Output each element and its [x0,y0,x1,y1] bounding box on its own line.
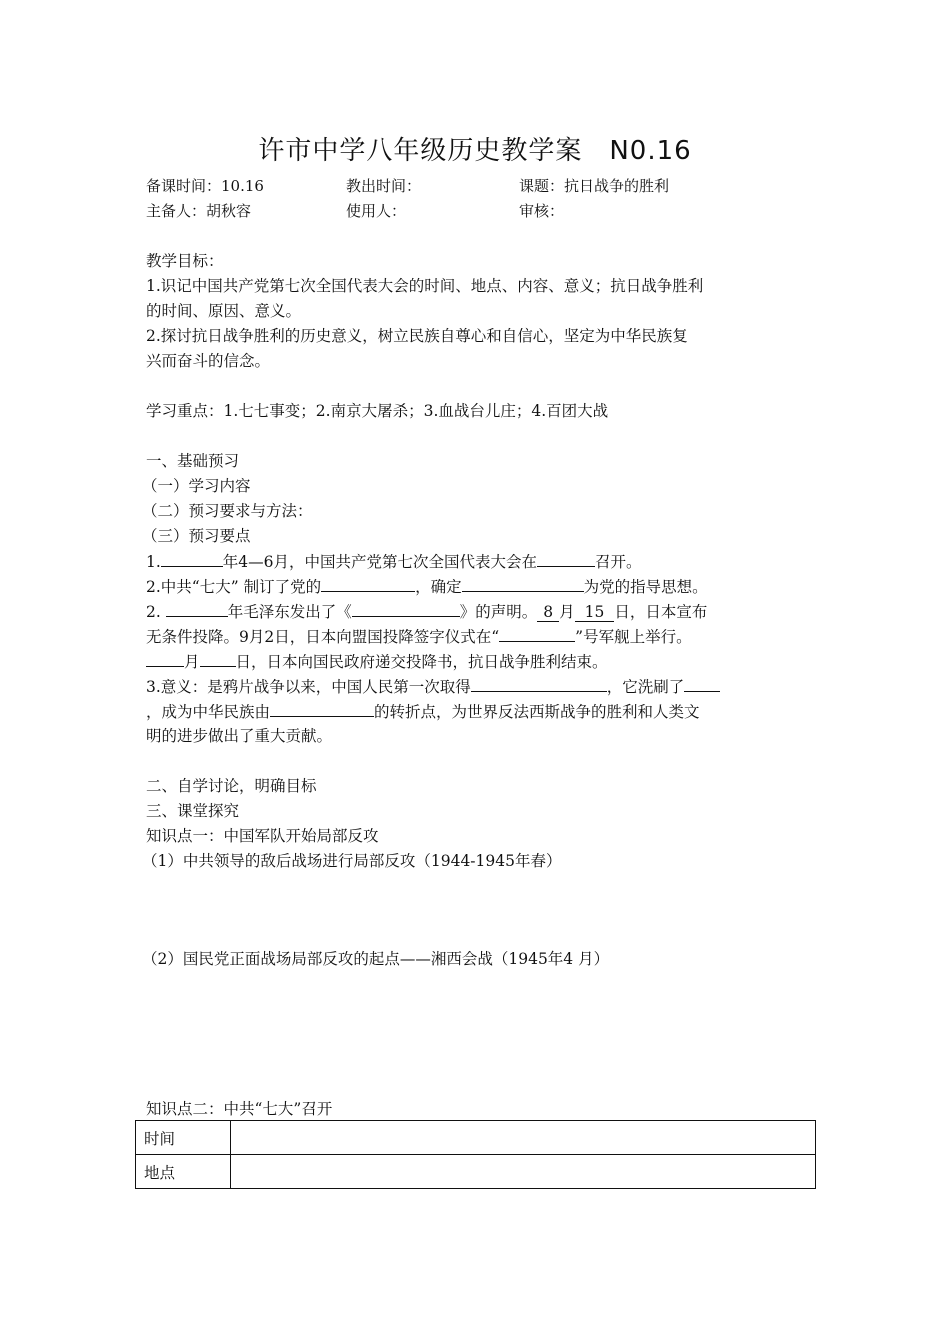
blank[interactable] [161,550,223,567]
q4-text: 3.意义：是鸦片战争以来，中国人民第一次取得 [146,678,471,696]
page-title: 许市中学八年级历史教学案 N0.16 [258,136,692,166]
preview-sub-3: （三）预习要点 [142,527,251,545]
question-3 [146,600,707,623]
preparer: 主备人：胡秋容 [146,202,252,220]
preview-heading: 一、基础预习 [146,452,240,470]
question-3-line-2 [146,625,692,648]
blank[interactable] [462,575,584,592]
q3-month: 8 [537,603,559,622]
q2-suffix: 为党的指导思想。 [583,578,708,596]
knowledge-point-1-title: 知识点一：中国军队开始局部反攻 [146,827,379,845]
study-focus: 学习重点：1.七七事变；2.南京大屠杀；3.血战台儿庄；4.百团大战 [146,402,609,420]
q4b-text: ，成为中华民族由 [146,703,271,721]
q3c-text: 日，日本向国民政府递交投降书，抗日战争胜利结束。 [235,653,608,671]
q4-text-2: ，它洗刷了 [606,678,685,696]
blank[interactable] [200,650,236,667]
goal-1-line-2: 的时间、原因、意义。 [146,302,302,320]
preview-sub-1: （一）学习内容 [142,477,251,495]
q3-suffix: 日，日本宣布 [614,603,708,621]
blank[interactable] [471,675,607,692]
question-2 [146,575,708,598]
goals-heading: 教学目标： [146,252,224,270]
prep-time: 备课时间：10.16 [146,177,264,195]
table-row [136,1121,816,1155]
q3c-month-unit: 月 [184,653,200,671]
section-2-heading: 二、自学讨论，明确目标 [146,777,317,795]
q2-text: ，确定 [415,578,462,596]
q3-day: 15 [575,603,615,622]
blank[interactable] [321,575,415,592]
blank[interactable] [146,650,184,667]
blank[interactable] [499,625,575,642]
goal-2-line-1: 2.探讨抗日战争胜利的历史意义，树立民族自尊心和自信心，坚定为中华民族复 [146,327,688,345]
q4b-suffix: 的转折点，为世界反法西斯战争的胜利和人类文 [374,703,700,721]
blank[interactable] [352,600,460,617]
lesson-topic: 课题：抗日战争的胜利 [519,177,670,195]
q2-prefix: 2.中共“七大” 制订了党的 [146,578,322,596]
q3b-text: 无条件投降。9月2日，日本向盟国投降签字仪式在“ [146,628,500,646]
q3-prefix: 2. [146,603,166,621]
q1-prefix: 1. [146,553,161,571]
user: 使用人： [346,202,407,220]
q3-month-unit: 月 [559,603,575,621]
table-value-place[interactable] [231,1155,816,1189]
teach-time: 教出时间： [346,177,422,195]
blank[interactable] [166,600,228,617]
section-3-heading: 三、课堂探究 [146,802,240,820]
knowledge-point-1-item-1: （1）中共领导的敌后战场进行局部反攻（1944-1945年春） [142,852,562,870]
blank[interactable] [684,675,720,692]
q3-text-2: 》的声明。 [459,603,538,621]
reviewer: 审核： [519,202,565,220]
blank[interactable] [537,550,595,567]
table-label-time: 时间 [136,1121,231,1155]
q3b-suffix: ”号军舰上举行。 [575,628,692,646]
q1-text: 年4—6月，中国共产党第七次全国代表大会在 [222,553,538,571]
blank[interactable] [270,700,374,717]
table-label-place: 地点 [136,1155,231,1189]
knowledge-point-1-item-2: （2）国民党正面战场局部反攻的起点——湘西会战（1945年4 月） [142,950,610,968]
goal-2-line-2: 兴而奋斗的信念。 [146,352,271,370]
table-row [136,1155,816,1189]
q3-text: 年毛泽东发出了《 [227,603,352,621]
knowledge-point-2-table [135,1120,816,1189]
question-1 [146,550,642,573]
preview-sub-2: （二）预习要求与方法： [142,502,313,520]
question-4-line-2 [146,700,700,723]
q1-suffix: 召开。 [595,553,642,571]
question-4 [146,675,720,698]
table-value-time[interactable] [231,1121,816,1155]
question-4-line-3: 明的进步做出了重大贡献。 [146,727,333,745]
goal-1-line-1: 1.识记中国共产党第七次全国代表大会的时间、地点、内容、意义；抗日战争胜利 [146,277,704,295]
knowledge-point-2-title: 知识点二：中共“七大”召开 [146,1100,333,1118]
question-3-line-3 [146,650,608,673]
